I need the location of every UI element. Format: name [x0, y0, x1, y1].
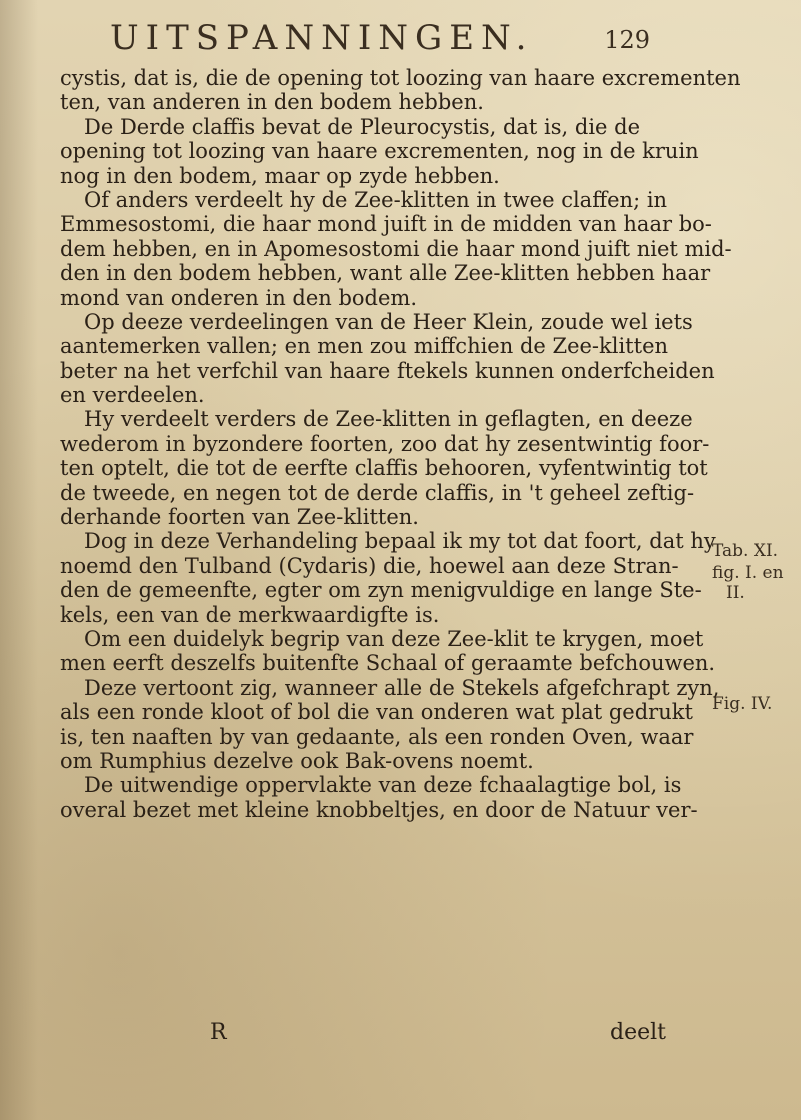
margin-note-tab: Tab. XI. — [712, 541, 779, 561]
text-line: ten optelt, die tot de eerfte claffis behooren, vyfentwintig tot — [60, 456, 708, 481]
text-line: Om een duidelyk begrip van deze Zee-klit te krygen, moet — [84, 626, 704, 651]
text-line: mond van onderen in den bodem. — [60, 285, 418, 310]
text-line: nog in den bodem, maar op zyde hebben. — [60, 163, 500, 188]
text-line: De uitwendige oppervlakte van deze fchaalagtige bol, is — [84, 773, 682, 798]
text-line: opening tot loozing van haare excrementen, nog in de kruin — [60, 139, 699, 164]
text-line: wederom in byzondere foorten, zoo dat hy zesentwintig foor- — [60, 431, 710, 456]
text-line: den de gemeenfte, egter om zyn menigvuldige en lange Ste- — [60, 578, 702, 603]
text-line: en verdeelen. — [60, 383, 205, 408]
text-line: de tweede, en negen tot de derde claffis, in 't geheel zeftig- — [60, 480, 695, 505]
text-line: om Rumphius dezelve ook Bak-ovens noemt. — [60, 748, 534, 773]
text-line: De Derde claffis bevat de Pleurocystis, dat is, die de — [84, 114, 641, 139]
text-line: beter na het verfchil van haare ftekels kunnen onderfcheiden — [60, 358, 715, 383]
catchword: deelt — [610, 1020, 666, 1045]
text-line: ten, van anderen in den bodem hebben. — [60, 90, 484, 115]
text-line: men eerft deszelfs buitenfte Schaal of geraamte befchouwen. — [60, 651, 716, 676]
running-head: UITSPANNINGEN. — [110, 18, 534, 58]
page-header — [110, 18, 650, 58]
text-line: Op deeze verdeelingen van de Heer Klein, zoude wel iets — [84, 309, 693, 334]
text-line: is, ten naaften by van gedaante, als een ronden Oven, waar — [60, 724, 694, 749]
text-line: derhande foorten van Zee-klitten. — [60, 505, 419, 530]
text-line: als een ronde kloot of bol die van onderen wat plat gedrukt — [60, 700, 693, 725]
text-line: Emmesostomi, die haar mond juift in de midden van haar bo- — [60, 212, 712, 237]
text-line: aantemerken vallen; en men zou miffchien de Zee-klitten — [60, 334, 669, 359]
margin-note-fig-1: fig. I. en — [712, 563, 784, 583]
text-line: kels, een van de merkwaardigfte is. — [60, 602, 440, 627]
text-line: cystis, dat is, die de opening tot loozing van haare excrementen — [60, 66, 741, 90]
text-line: den in den bodem hebben, want alle Zee-klitten hebben haar — [60, 261, 711, 286]
page-number: 129 — [604, 26, 650, 54]
text-line: Hy verdeelt verders de Zee-klitten in geflagten, en deeze — [84, 407, 693, 432]
margin-note-fig-4: Fig. IV. — [712, 694, 773, 714]
text-line: dem hebben, en in Apomesostomi die haar mond juift niet mid- — [60, 236, 732, 261]
signature-mark: R — [210, 1020, 227, 1045]
text-line: overal bezet met kleine knobbeltjes, en door de Natuur ver- — [60, 797, 698, 822]
binding-shadow — [0, 0, 38, 1120]
text-line: Deze vertoont zig, wanneer alle de Stekels afgefchrapt zyn, — [84, 675, 720, 700]
text-line: noemd den Tulband (Cydaris) die, hoewel aan deze Stran- — [60, 553, 679, 578]
text-line: Dog in deze Verhandeling bepaal ik my tot dat foort, dat hy — [84, 529, 716, 554]
text-line: Of anders verdeelt hy de Zee-klitten in twee claffen; in — [84, 187, 668, 212]
margin-note-fig-2: II. — [726, 583, 745, 603]
